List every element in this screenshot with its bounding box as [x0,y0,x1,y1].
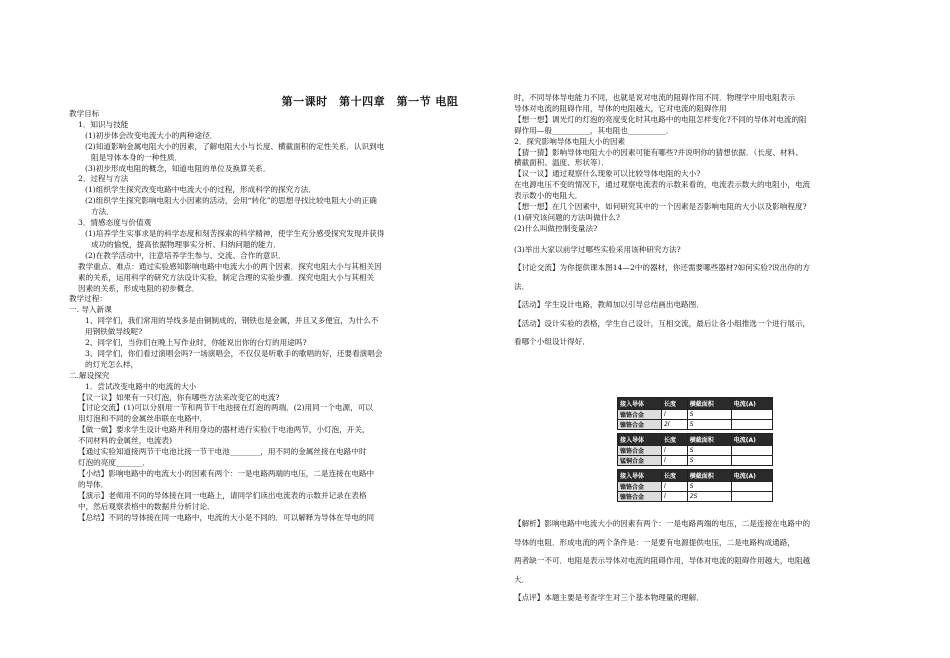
text-line: 看哪个小组设计得好． [514,337,590,347]
table-cell: 镍铬合金 [618,492,662,502]
text-line: 的导体． [78,479,109,489]
table-row [618,446,773,456]
experiment-tables [617,397,773,505]
table-cell: 镍铬合金 [618,446,662,456]
table-cell [731,420,772,430]
right-bottom-block [514,518,886,611]
text-line: 成功的愉悦，提高依据物理事实分析、归纳问题的能力． [91,239,281,249]
table-row [618,492,773,502]
experiment-table [617,397,773,430]
table-cell: l [662,446,688,456]
text-line: 一. 导入新课 [69,305,112,315]
text-line: (2)知道影响金属电阻大小的因素，了解电阻大小与长度、横截面积的定性关系．认识到电 [85,141,385,151]
text-line: (3)初步形成电阻的概念，知道电阻的单位及换算关系． [85,163,271,173]
text-line: (2)什么叫做控制变量法? [514,223,598,233]
right-top-block [514,93,886,235]
text-line: 教学过程： [69,294,107,304]
text-line: 【猜一猜】影响导体电阻大小的因素可能有哪些?并说明你的猜想依据．（长度、材料、 [514,147,803,157]
text-line: 【议一议】通过观察什么现象可以比较导体电阻的大小? [514,169,701,179]
table-header-cell: 横截面积 [687,398,731,410]
table-cell: 锰铜合金 [618,456,662,466]
text-line: 教学重点、难点：通过实验感知影响电路中电流大小的两个因素．探究电阻大小与其相关因 [78,261,382,271]
table-header-cell: 电流(A) [731,470,772,482]
right-column [514,93,886,355]
text-line: (2)在教学活动中，注意培养学生参与、交流、合作的意识． [85,250,286,260]
text-line: 2．探究影响导体电阻大小的因素 [514,136,626,146]
text-line: 【总结】不同的导体接在同一电路中，电流的大小是不同的．可以解释为导体在导电的同 [78,512,375,522]
page-title: 第一课时 第十四章 第一节 电阻 [281,95,459,108]
table-cell: 镍铬合金 [618,482,662,492]
table-cell: 镍铬合金 [618,410,662,420]
text-line: (1)研究该问题的方法叫做什么? [514,212,620,222]
text-line: 【点评】本题主要是考查学生对三个基本物理量的理解． [514,593,704,602]
text-line: 【讨论交流】(1)可以分别用一节和两节干电池接在灯泡的两端．(2)用同一个电源，可以 [78,403,373,413]
text-line: 用灯泡和不同的金属丝串联在电路中． [78,414,208,424]
table-cell: l [662,410,688,420]
text-line: 【小结】影响电路中的电流大小的因素有两个：一是电路两端的电压，二是连接在电路中 [78,468,375,478]
table-header-cell: 长度 [662,398,688,410]
text-line: 法． [514,281,530,291]
table-row [618,410,773,420]
table-cell: 2S [687,492,731,502]
table-header-cell: 接入导体 [618,398,662,410]
text-line: 2、同学们，当你们在晚上写作业时，你能说出你的台灯的用途吗? [85,338,307,348]
text-line: 【活动】设计实验的表格，学生自己设计，互相交流，最后让各小组推选一个进行展示， [514,318,811,328]
table-cell [731,492,772,502]
text-line: 【解析】影响电路中电流大小的因素有两个：一是电路两端的电压，二是连接在电路中的 [514,519,811,528]
text-line: 两者缺一不可．电阻是表示导体对电流的阻碍作用，导体对电流的阻碍作用越大，电阻越 [514,556,811,565]
table-cell [731,456,772,466]
text-line: 的灯光怎么样， [85,359,139,369]
table-cell: 镍铬合金 [618,420,662,430]
text-line: (1)组织学生探究改变电路中电流大小的过程，形成科学的探究方法． [85,185,316,195]
text-line: 二.解设探究 [69,370,110,380]
text-line: 时，不同导体导电能力不同，也就是说对电流的阻碍作用不同．物理学中用电阻表示 [514,93,795,102]
text-line: 1．知识与技能 [78,119,129,129]
text-line: 【想一想】在几个因素中，如何研究其中的一个因素是否影响电阻的大小以及影响程度? [514,202,807,212]
text-line: 【通过实验知道接两节干电池比接一节干电池________，用不同的金属丝接在电路中时 [78,447,367,457]
text-line: (1)初步体会改变电流大小的两种途径． [85,130,218,140]
text-line: 不同材料的金属丝，电流表) [78,436,173,446]
text-line: 方法． [91,207,114,217]
right-middle-block [514,244,886,349]
table-cell: S [687,482,731,492]
text-line: (3)举出大家以前学过哪些实验采用该种研究方法? [514,244,681,254]
table-cell: l [662,456,688,466]
table-row [618,482,773,492]
text-line: 阻是导体本身的一种性质． [91,152,183,162]
table-header-cell: 横截面积 [687,434,731,446]
text-line: 3、同学们，你们看过演唱会吗?一场演唱会，不仅仅是听歌手的歌唱的好，还要看演唱会 [85,348,383,358]
table-header-cell: 接入导体 [618,470,662,482]
text-line: 教学目标 [69,109,100,118]
text-line: 【演示】老师用不同的导体接在同一电路上，请同学们读出电流表的示数并记录在表格 [78,490,367,500]
table-cell: l [662,482,688,492]
text-line: 横截面积、温度、形状等）． [514,158,609,168]
text-line: 素的关系，运用科学的研究方法设计实验，制定合理的实验步骤．探究电阻大小与其相关 [78,272,375,282]
text-line: 【活动】学生设计电路，教师加以引导总结画出电路图． [514,300,704,310]
table-cell: l [662,492,688,502]
text-line: 3．情感态度与价值观 [78,218,152,228]
text-line: 1、同学们，我们常用的导线多是由铜制成的，钢铁也是金属，并且又多便宜，为什么不 [85,316,379,326]
text-line: 【做一做】要求学生设计电路并利用身边的器材进行实验(干电池两节，小灯泡，开关， [78,425,370,435]
table-cell: S [687,410,731,420]
table-header-cell: 接入导体 [618,434,662,446]
text-line: 2．过程与方法 [78,174,129,184]
table-cell: S [687,420,731,430]
text-line: 用钢铁做导线呢? [85,327,143,337]
text-line: 灯泡的亮度_______． [78,458,151,467]
table-cell [731,446,772,456]
text-line: 大． [514,574,530,584]
table-cell: S [687,456,731,466]
table-header-cell: 电流(A) [731,398,772,410]
experiment-table [617,433,773,466]
table-cell [731,482,772,492]
text-line: 表示数小的电阻大． [514,191,583,201]
table-header-cell: 长度 [662,434,688,446]
text-line: 中，然后观察表格中的数据并分析讨论． [78,501,215,511]
table-header-cell: 电流(A) [731,434,772,446]
text-line: 碍作用—般__________，其电阻也__________． [514,125,674,135]
text-line: 导体对电流的阻碍作用，导体的电阻越大，它对电流的阻碍作用 [514,103,727,113]
text-line: 【讨论交流】为你提供课本图14—2中的器材，你还需要哪些器材?如何实验?说出你的方 [514,263,811,273]
text-line: 【想一想】调光灯的灯泡的亮度变化时其电路中的电阻怎样变化?不同的导体对电流的阻 [514,114,807,124]
table-row [618,456,773,466]
text-line: (1)培养学生实事求是的科学态度和刻苦探索的科学精神，使学生充分感受探究发现并获得 [85,228,385,238]
text-line: 因素的关系，形成电阻的初步概念． [78,283,200,293]
table-cell: S [687,446,731,456]
text-line: 1．尝试改变电路中的电流的大小 [85,381,197,391]
table-cell: 2l [662,420,688,430]
table-cell [731,410,772,420]
table-header-cell: 横截面积 [687,470,731,482]
text-line: 导体的电阻．形成电流的两个条件是：一是要有电源提供电压，二是电路构成通路， [514,537,795,547]
text-line: 在电源电压不变的情况下，通过观察电流表的示数来看的，电流表示数大的电阻小，电流 [514,180,811,190]
table-header-cell: 长度 [662,470,688,482]
left-column [69,109,454,523]
table-row [618,420,773,430]
experiment-table [617,469,773,502]
text-line: (2)组织学生探究影响电阻大小因素的活动，会用“转化”的思想寻找比较电阻大小的正确 [85,196,377,206]
text-line: 【议一议】如果有一只灯泡，你有哪些方法来改变它的电流? [78,392,280,402]
